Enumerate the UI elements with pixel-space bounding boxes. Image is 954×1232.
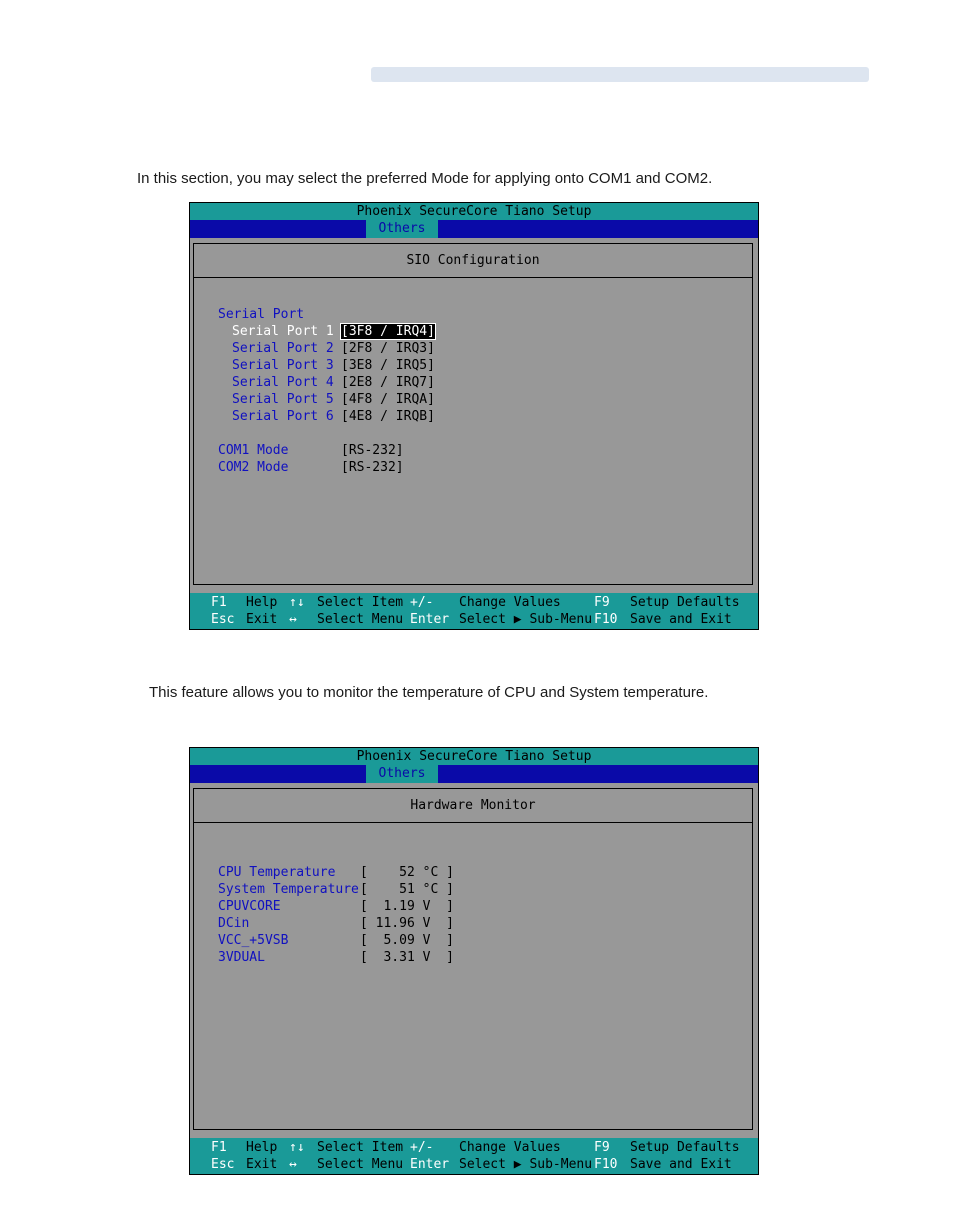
bios-title: Phoenix SecureCore Tiano Setup <box>190 748 758 765</box>
serial-port-group-label: Serial Port <box>218 307 305 322</box>
tab-others[interactable]: Others <box>366 220 438 238</box>
key-plusminus: +/- <box>410 1140 434 1155</box>
intro-sio-text: In this section, you may select the preferred Mode for applying onto COM1 and COM2. <box>137 170 713 187</box>
leftright-arrows-icon: ↔ <box>289 1157 297 1172</box>
system-temperature-label: System Temperature <box>218 882 359 897</box>
key-plusminus: +/- <box>410 595 434 610</box>
com1-mode-value[interactable]: [RS-232] <box>341 443 404 458</box>
sio-panel <box>193 243 753 585</box>
serial-port-2-label: Serial Port 2 <box>232 341 334 356</box>
com1-mode-label: COM1 Mode <box>218 443 289 458</box>
key-setup-defaults-desc: Setup Defaults <box>630 595 740 610</box>
key-f1: F1 <box>211 1140 227 1155</box>
key-setup-defaults-desc: Setup Defaults <box>630 1140 740 1155</box>
key-select-submenu-desc: Select ▶ Sub-Menu <box>459 1157 593 1172</box>
com2-mode-value[interactable]: [RS-232] <box>341 460 404 475</box>
serial-port-6-value[interactable]: [4E8 / IRQB] <box>341 409 435 424</box>
com2-mode-label: COM2 Mode <box>218 460 289 475</box>
key-exit-desc: Exit <box>246 1157 278 1172</box>
key-f10: F10 <box>594 1157 618 1172</box>
cpuvcore-label: CPUVCORE <box>218 899 281 914</box>
cpu-temperature-label: CPU Temperature <box>218 865 336 880</box>
key-enter: Enter <box>410 1157 450 1172</box>
key-f9: F9 <box>594 1140 610 1155</box>
vcc-5vsb-label: VCC_+5VSB <box>218 933 289 948</box>
serial-port-5-label: Serial Port 5 <box>232 392 334 407</box>
key-save-exit-desc: Save and Exit <box>630 612 732 627</box>
serial-port-4-label: Serial Port 4 <box>232 375 334 390</box>
key-select-item-desc: Select Item <box>317 595 404 610</box>
serial-port-1-label: Serial Port 1 <box>232 324 334 339</box>
bios-title: Phoenix SecureCore Tiano Setup <box>190 203 758 220</box>
key-enter: Enter <box>410 612 450 627</box>
serial-port-1-value[interactable]: [3F8 / IRQ4] <box>341 324 435 339</box>
bios-tabbar <box>190 765 758 783</box>
hw-panel <box>193 788 753 1130</box>
key-f10: F10 <box>594 612 618 627</box>
bios-sio-screen <box>189 202 759 630</box>
system-temperature-value: [ 51 °C ] <box>360 882 454 897</box>
serial-port-3-value[interactable]: [3E8 / IRQ5] <box>341 358 435 373</box>
bios-footer <box>190 1138 758 1174</box>
key-select-menu-desc: Select Menu <box>317 612 404 627</box>
key-exit-desc: Exit <box>246 612 278 627</box>
intro-hw-text: This feature allows you to monitor the temperature of CPU and System temperature. <box>149 684 709 701</box>
3vdual-value: [ 3.31 V ] <box>360 950 454 965</box>
key-esc: Esc <box>211 612 235 627</box>
serial-port-6-label: Serial Port 6 <box>232 409 334 424</box>
key-help-desc: Help <box>246 595 278 610</box>
updown-arrows-icon: ↑↓ <box>289 595 305 610</box>
serial-port-5-value[interactable]: [4F8 / IRQA] <box>341 392 435 407</box>
leftright-arrows-icon: ↔ <box>289 612 297 627</box>
key-change-values-desc: Change Values <box>459 1140 561 1155</box>
key-select-item-desc: Select Item <box>317 1140 404 1155</box>
key-select-menu-desc: Select Menu <box>317 1157 404 1172</box>
key-save-exit-desc: Save and Exit <box>630 1157 732 1172</box>
bios-footer <box>190 593 758 629</box>
vcc-5vsb-value: [ 5.09 V ] <box>360 933 454 948</box>
header-bar <box>371 67 869 82</box>
tab-others[interactable]: Others <box>366 765 438 783</box>
bios-hw-screen <box>189 747 759 1175</box>
serial-port-2-value[interactable]: [2F8 / IRQ3] <box>341 341 435 356</box>
key-f1: F1 <box>211 595 227 610</box>
bios-tabbar <box>190 220 758 238</box>
key-select-submenu-desc: Select ▶ Sub-Menu <box>459 612 593 627</box>
updown-arrows-icon: ↑↓ <box>289 1140 305 1155</box>
panel-title: Hardware Monitor <box>194 789 752 823</box>
cpu-temperature-value: [ 52 °C ] <box>360 865 454 880</box>
dcin-label: DCin <box>218 916 250 931</box>
key-esc: Esc <box>211 1157 235 1172</box>
key-f9: F9 <box>594 595 610 610</box>
panel-title: SIO Configuration <box>194 244 752 278</box>
cpuvcore-value: [ 1.19 V ] <box>360 899 454 914</box>
serial-port-4-value[interactable]: [2E8 / IRQ7] <box>341 375 435 390</box>
dcin-value: [ 11.96 V ] <box>360 916 454 931</box>
serial-port-3-label: Serial Port 3 <box>232 358 334 373</box>
3vdual-label: 3VDUAL <box>218 950 265 965</box>
key-change-values-desc: Change Values <box>459 595 561 610</box>
key-help-desc: Help <box>246 1140 278 1155</box>
